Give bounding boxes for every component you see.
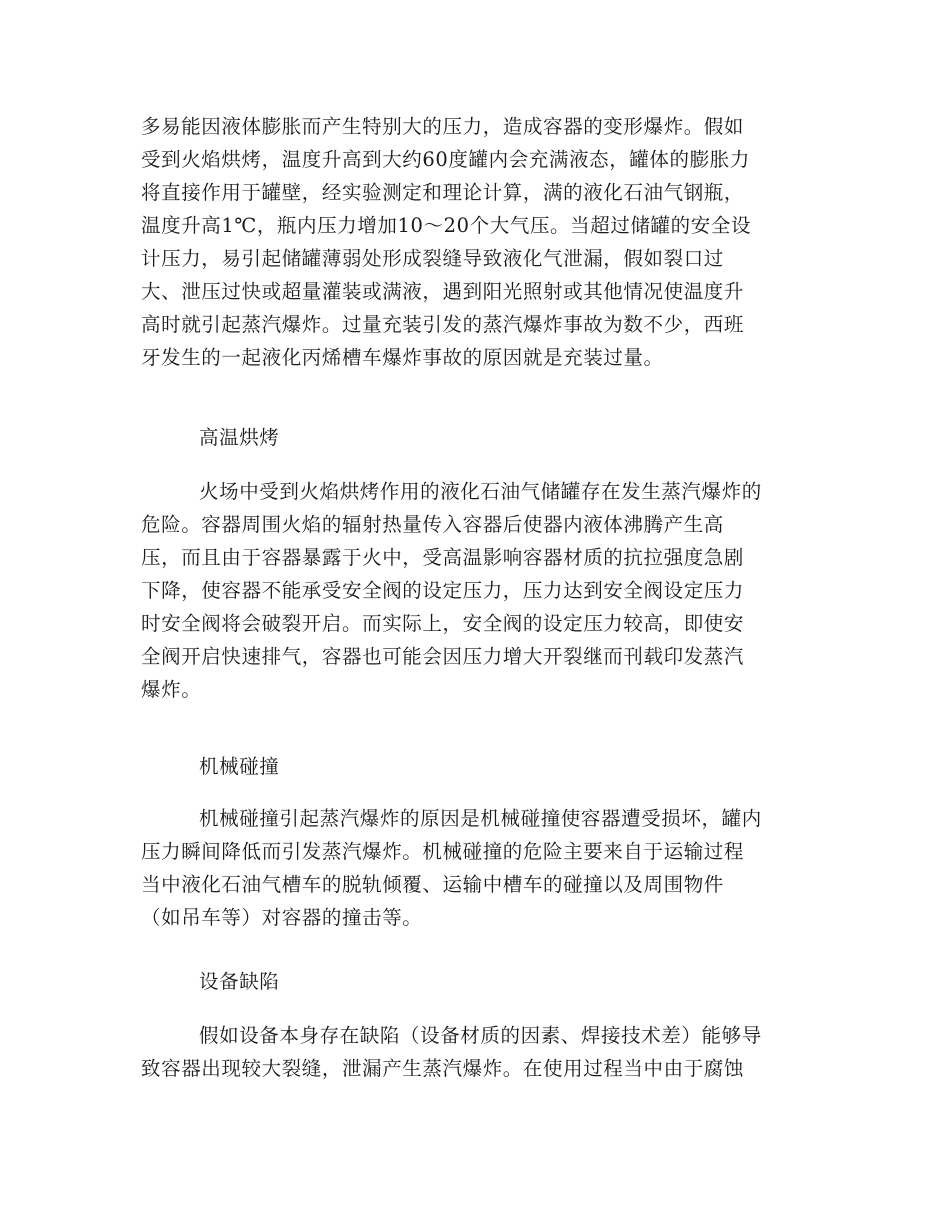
paragraph-line: 当中液化石油气槽车的脱轨倾覆、运输中槽车的碰撞以及周围物件 <box>141 873 724 896</box>
section-heading-high-temperature <box>141 421 809 454</box>
paragraph-line: 多易能因液体膨胀而产生特别大的压力，造成容器的变形爆炸。假如 <box>141 115 745 138</box>
paragraph-line: （如吊车等）对容器的撞击等。 <box>141 906 423 929</box>
paragraph-line: 将直接作用于罐壁，经实验测定和理论计算，满的液化石油气钢瓶， <box>141 181 745 204</box>
paragraph-line: 时安全阀将会破裂开启。而实际上，安全阀的设定压力较高，即使安 <box>141 612 745 635</box>
paragraph-line: 假如设备本身存在缺陷（设备材质的因素、焊接技术差）能够导 <box>199 1024 762 1047</box>
paragraph-line: 爆炸。 <box>141 678 202 701</box>
section-heading: 机械碰撞 <box>199 755 280 778</box>
paragraph-line: 致容器出现较大裂缝，泄漏产生蒸汽爆炸。在使用过程当中由于腐蚀 <box>141 1057 745 1080</box>
section-heading-mechanical-impact <box>141 750 809 783</box>
section-heading: 高温烘烤 <box>199 426 280 449</box>
paragraph-equipment-defects <box>141 1019 809 1085</box>
paragraph-line: 计压力，易引起储罐薄弱处形成裂缝导致液化气泄漏，假如裂口过 <box>141 247 724 270</box>
paragraph-line: 下降，使容器不能承受安全阀的设定压力，压力达到安全阀设定压力 <box>141 579 745 602</box>
section-heading-equipment-defects <box>141 965 809 998</box>
paragraph-line: 牙发生的一起液化丙烯槽车爆炸事故的原因就是充装过量。 <box>141 346 664 369</box>
paragraph-line: 温度升高1℃，瓶内压力增加10～20个大气压。当超过储罐的安全设 <box>141 214 752 237</box>
paragraph-line: 高时就引起蒸汽爆炸。过量充装引发的蒸汽爆炸事故为数不少，西班 <box>141 313 745 336</box>
paragraph-line: 压，而且由于容器暴露于火中，受高温影响容器材质的抗拉强度急剧 <box>141 546 745 569</box>
paragraph-line: 机械碰撞引起蒸汽爆炸的原因是机械碰撞使容器遭受损坏，罐内 <box>199 807 762 830</box>
section-heading: 设备缺陷 <box>199 970 280 993</box>
paragraph-line: 危险。容器周围火焰的辐射热量传入容器后使器内液体沸腾产生高 <box>141 513 724 536</box>
paragraph-line: 受到火焰烘烤，温度升高到大约60度罐内会充满液态，罐体的膨胀力 <box>141 148 750 171</box>
paragraph-mechanical-impact <box>141 802 809 934</box>
paragraph-high-temperature <box>141 475 809 706</box>
paragraph-line: 火场中受到火焰烘烤作用的液化石油气储罐存在发生蒸汽爆炸的 <box>199 480 762 503</box>
paragraph-liquid-expansion <box>141 110 809 374</box>
paragraph-line: 大、泄压过快或超量灌装或满液，遇到阳光照射或其他情况使温度升 <box>141 280 745 303</box>
paragraph-line: 压力瞬间降低而引发蒸汽爆炸。机械碰撞的危险主要来自于运输过程 <box>141 840 745 863</box>
paragraph-line: 全阀开启快速排气，容器也可能会因压力增大开裂继而刊载印发蒸汽 <box>141 645 745 668</box>
